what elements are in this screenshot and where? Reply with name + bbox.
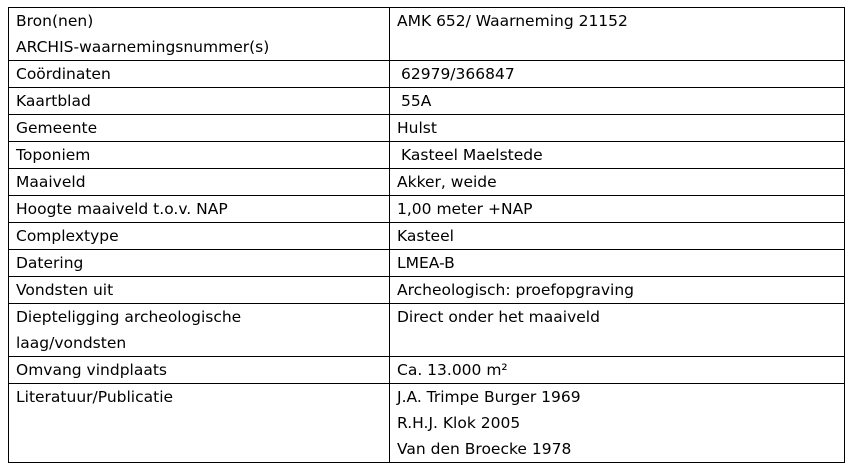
label-text: Gemeente [16, 119, 98, 137]
value-text: Van den Broecke 1978 [397, 440, 572, 458]
label-text: Datering [16, 254, 84, 272]
row-label-cell [9, 384, 390, 463]
row-label-cell [9, 8, 390, 61]
value-text: R.H.J. Klok 2005 [397, 414, 521, 432]
row-label-cell [9, 169, 390, 196]
row-label-cell [9, 61, 390, 88]
table-row [9, 61, 845, 88]
value-text: J.A. Trimpe Burger 1969 [397, 388, 581, 406]
row-value-cell [390, 277, 845, 304]
row-value-cell [390, 196, 845, 223]
row-value-cell [390, 250, 845, 277]
table-row [9, 250, 845, 277]
label-text: Hoogte maaiveld t.o.v. NAP [16, 200, 228, 218]
row-value-cell [390, 142, 845, 169]
label-text: Bron(nen) [16, 12, 94, 30]
label-text: Coördinaten [16, 65, 111, 83]
row-value-cell [390, 169, 845, 196]
value-text: 1,00 meter +NAP [397, 200, 533, 218]
row-label-cell [9, 115, 390, 142]
row-value-cell [390, 357, 845, 384]
label-text: Kaartblad [16, 92, 91, 110]
site-info-table [8, 7, 845, 463]
table-row [9, 115, 845, 142]
table-row [9, 304, 845, 357]
value-text: Kasteel [397, 227, 454, 245]
value-text: Archeologisch: proefopgraving [397, 281, 635, 299]
value-text: AMK 652/ Waarneming 21152 [397, 12, 628, 30]
value-text: Kasteel Maelstede [401, 146, 543, 164]
table-row [9, 142, 845, 169]
label-text: Omvang vindplaats [16, 361, 167, 379]
row-label-cell [9, 277, 390, 304]
label-text: Diepteligging archeologische [16, 308, 242, 326]
row-value-cell [390, 115, 845, 142]
row-label-cell [9, 304, 390, 357]
value-text: Hulst [397, 119, 437, 137]
label-text: Vondsten uit [16, 281, 114, 299]
label-text: ARCHIS-waarnemingsnummer(s) [16, 38, 270, 56]
row-value-cell [390, 8, 845, 61]
table-row [9, 384, 845, 463]
table-row [9, 357, 845, 384]
row-label-cell [9, 250, 390, 277]
row-label-cell [9, 223, 390, 250]
table-row [9, 169, 845, 196]
table-row [9, 277, 845, 304]
row-value-cell [390, 61, 845, 88]
row-label-cell [9, 357, 390, 384]
label-text: Maaiveld [16, 173, 86, 191]
row-value-cell [390, 223, 845, 250]
row-label-cell [9, 88, 390, 115]
table-row [9, 223, 845, 250]
label-text: Complextype [16, 227, 119, 245]
value-text: 62979/366847 [401, 65, 515, 83]
value-text: Direct onder het maaiveld [397, 308, 600, 326]
label-text: Toponiem [16, 146, 91, 164]
label-text: Literatuur/Publicatie [16, 388, 174, 406]
row-label-cell [9, 142, 390, 169]
table-row [9, 8, 845, 61]
row-value-cell [390, 304, 845, 357]
table-row [9, 196, 845, 223]
row-value-cell [390, 384, 845, 463]
value-text: 55A [401, 92, 432, 110]
row-value-cell [390, 88, 845, 115]
value-text: Akker, weide [397, 173, 497, 191]
value-text: Ca. 13.000 m² [397, 361, 508, 379]
label-text: laag/vondsten [16, 334, 127, 352]
value-text: LMEA-B [397, 254, 455, 272]
table-row [9, 88, 845, 115]
row-label-cell [9, 196, 390, 223]
